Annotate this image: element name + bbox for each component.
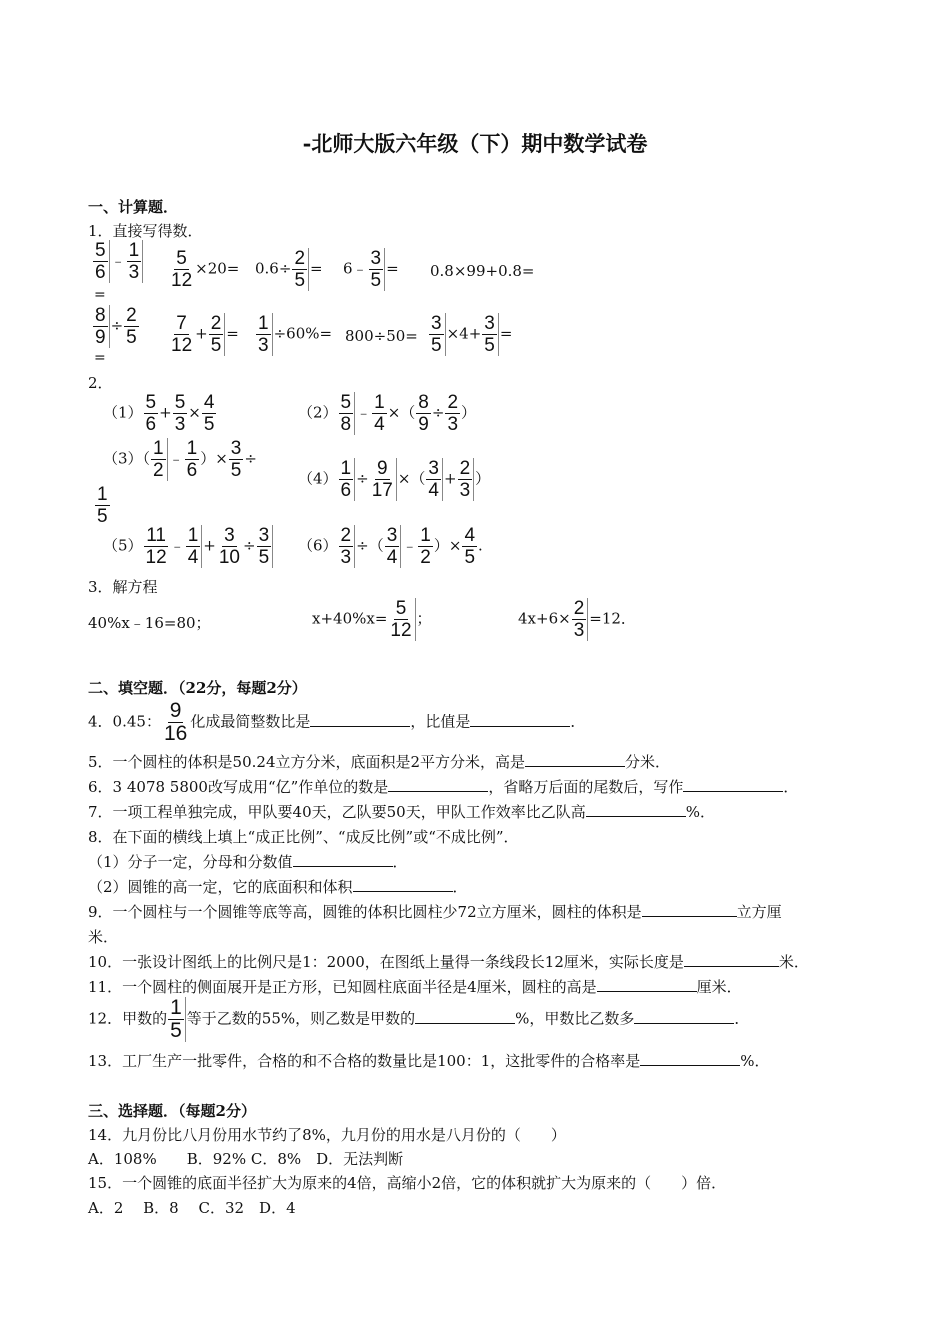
q12-blank-2[interactable] — [634, 1009, 734, 1024]
q9: 9．一个圆柱与一个圆锥等底等高，圆锥的体积比圆柱少72立方厘米，圆柱的体积是 立方厘 — [88, 903, 782, 921]
page-title: -北师大版六年级（下）期中数学试卷 — [302, 131, 648, 156]
q13-blank[interactable] — [640, 1051, 740, 1066]
q4-blank-1[interactable] — [310, 712, 410, 727]
q14: 14．九月份比八月份用水节约了8%，九月份的用水是八月份的（ ） — [88, 1126, 566, 1144]
section-2-heading: 二、填空题．（22分，每题2分） — [88, 679, 307, 697]
q1-row1-c: 0.6÷ $\frac{2}{5}$ = — [255, 248, 323, 291]
q14-options: A．108% B．92% C．8% D．无法判断 — [88, 1150, 404, 1168]
q8-blank-1[interactable] — [293, 852, 393, 867]
q5-blank[interactable] — [525, 752, 625, 767]
q8-blank-2[interactable] — [353, 877, 453, 892]
q13: 13．工厂生产一批零件，合格的和不合格的数量比是100：1，这批零件的合格率是 %． — [88, 1052, 770, 1070]
q8: 8．在下面的横线上填上“成正比例”、“成反比例”或“不成比例”． — [88, 828, 519, 846]
q5: 5．一个圆柱的体积是50.24立方分米，底面积是2平方分米，高是 分米． — [88, 753, 671, 771]
q6-blank-2[interactable] — [683, 777, 783, 792]
q6: 6．3 4078 5800改写成用“亿”作单位的数是 ，省略万后面的尾数后，写作 ． — [88, 778, 799, 796]
q1-row2-b: $\frac{7}{12}$ + $\frac{2}{5}$ = — [171, 313, 239, 356]
q3-label: 3．解方程 — [88, 578, 158, 596]
q9-blank[interactable] — [642, 902, 737, 917]
q8-part-2: （2）圆锥的高一定，它的底面积和体积 ． — [88, 878, 468, 896]
section-3-heading: 三、选择题．（每题2分） — [88, 1102, 256, 1120]
q2-part-2: （2） $\frac{5}{8}$ ﹣ $\frac{1}{4}$ ×（ $\frac{8}{9}$ ÷ $\frac{2}{3}$ ） — [298, 392, 477, 435]
q2-part-6: （6） $\frac{2}{3}$ ÷（ $\frac{3}{4}$ ﹣ $\frac{1}{2}$ ）× $\frac{4}{5}$ . — [298, 525, 483, 568]
q3-equation-3: 4x+6× $\frac{2}{3}$ =12． — [518, 598, 636, 641]
q1-row2-c: $\frac{1}{3}$ ÷60%= — [258, 313, 333, 356]
q8-part-1: （1）分子一定，分母和分数值 ． — [88, 853, 408, 871]
q4: 4．0.45： $\frac{9}{16}$ 化成最简整数比是 ，比值是 ． — [88, 699, 586, 745]
q4-blank-2[interactable] — [470, 712, 570, 727]
q1-row2-e: $\frac{3}{5}$ ×4+ $\frac{3}{5}$ = — [431, 313, 513, 356]
q10-blank[interactable] — [684, 952, 779, 967]
q12: 12．甲数的 $\frac{1}{5}$ 等于乙数的55%，则乙数是甲数的 %，甲数比乙数多 ． — [88, 996, 750, 1042]
q7-blank[interactable] — [586, 802, 686, 817]
q12-blank-1[interactable] — [415, 1009, 515, 1024]
q1-row2-d: 800÷50= — [345, 327, 418, 345]
q2-part-3-tail: $\frac{1}{5}$ — [97, 484, 108, 527]
q2-label: 2． — [88, 374, 113, 392]
q7: 7．一项工程单独完成，甲队要40天，乙队要50天，甲队工作效率比乙队高 %． — [88, 803, 715, 821]
q15-options: A．2 B．8 C．32 D．4 — [88, 1199, 296, 1217]
q2-part-1: （1） $\frac{5}{6}$ + $\frac{5}{3}$ × $\frac{4}{5}$ — [103, 392, 215, 435]
q6-blank-1[interactable] — [388, 777, 488, 792]
section-1-heading: 一、计算题． — [88, 198, 179, 216]
q10: 10．一张设计图纸上的比例尺是1：2000，在图纸上量得一条线段长12厘米，实际长度是 米． — [88, 953, 809, 971]
q3-equation-2: x+40%x= $\frac{5}{12}$ ； — [312, 598, 432, 641]
q1-row1-e: 0.8×99+0.8= — [430, 262, 535, 280]
q1-row1-a: $\frac{5}{6}$ ﹣ $\frac{1}{3}$ — [92, 240, 144, 283]
q1-label: 1．直接写得数． — [88, 222, 203, 240]
q2-part-3: （3）（ $\frac{1}{2}$ ﹣ $\frac{1}{6}$ ）× $\frac{3}{5}$ ÷ — [103, 438, 257, 481]
q11-blank[interactable] — [597, 977, 697, 992]
q2-part-5: （5） $\frac{11}{12}$ ﹣ $\frac{1}{4}$ + $\frac{3}{10}$ ÷ $\frac{3}{5}$ — [103, 525, 274, 568]
q11: 11．一个圆柱的侧面展开是正方形，已知圆柱底面半径是4厘米，圆柱的高是 厘米． — [88, 978, 742, 996]
q2-part-4: （4） $\frac{1}{6}$ ÷ $\frac{9}{17}$ ×（ $\frac{3}{4}$ + $\frac{2}{3}$ ） — [298, 458, 491, 501]
q9-wrap: 米． — [88, 928, 119, 946]
q1-row2-a: $\frac{8}{9}$ ÷ $\frac{2}{5}$ — [95, 305, 137, 348]
q1-row1-b: $\frac{5}{12}$ ×20= — [171, 248, 240, 291]
q1-row1-d: 6﹣ $\frac{3}{5}$ = — [343, 248, 399, 291]
q3-equation-1: 40%x﹣16=80； — [88, 614, 211, 632]
q15: 15．一个圆锥的底面半径扩大为原来的4倍，高缩小2倍，它的体积就扩大为原来的（ ）倍． — [88, 1174, 727, 1192]
q1-row2-a-eq: = — [94, 350, 106, 366]
q1-row1-a-eq: = — [94, 287, 106, 303]
